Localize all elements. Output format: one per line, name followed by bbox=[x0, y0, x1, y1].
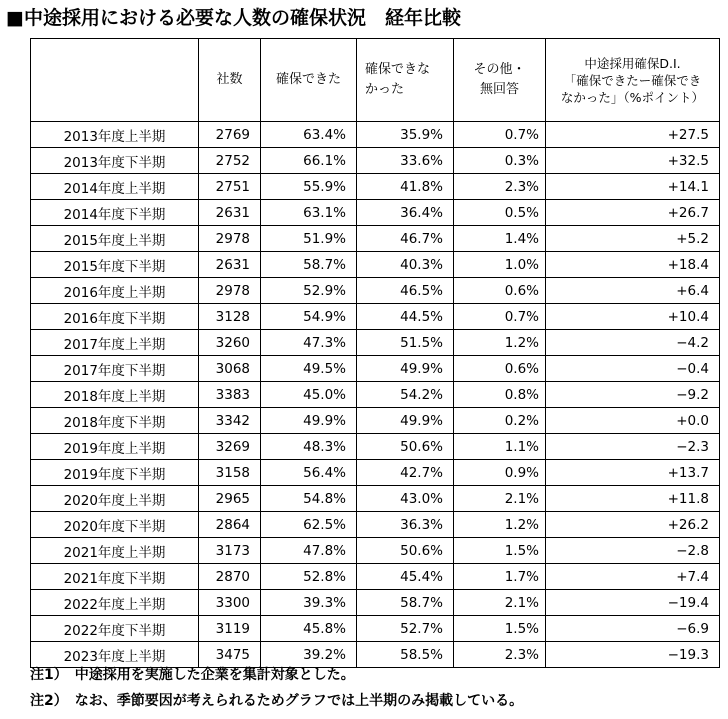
header-other-line1: その他・ bbox=[473, 62, 526, 77]
companies-cell: 2870 bbox=[199, 564, 261, 590]
period-cell: 2013年度下半期 bbox=[31, 148, 199, 174]
header-di-line1: 中途採用確保D.I. bbox=[584, 55, 681, 71]
period-cell: 2015年度下半期 bbox=[31, 252, 199, 278]
period-cell: 2022年度下半期 bbox=[31, 616, 199, 642]
header-di bbox=[546, 39, 720, 122]
not-secured-cell: 50.6% bbox=[357, 434, 454, 460]
secured-cell: 54.9% bbox=[261, 304, 357, 330]
secured-cell: 47.3% bbox=[261, 330, 357, 356]
companies-cell: 3269 bbox=[199, 434, 261, 460]
companies-cell: 2978 bbox=[199, 278, 261, 304]
table-row bbox=[31, 538, 720, 564]
companies-cell: 3128 bbox=[199, 304, 261, 330]
table-row bbox=[31, 200, 720, 226]
secured-cell: 63.1% bbox=[261, 200, 357, 226]
other-cell: 1.7% bbox=[454, 564, 546, 590]
companies-cell: 3119 bbox=[199, 616, 261, 642]
companies-cell: 2769 bbox=[199, 122, 261, 148]
companies-cell: 2864 bbox=[199, 512, 261, 538]
period-cell: 2018年度上半期 bbox=[31, 382, 199, 408]
header-di-line2: 「確保できたー確保でき bbox=[563, 72, 702, 88]
period-cell: 2017年度下半期 bbox=[31, 356, 199, 382]
di-cell: +26.7 bbox=[546, 200, 720, 226]
period-cell: 2013年度上半期 bbox=[31, 122, 199, 148]
other-cell: 0.6% bbox=[454, 356, 546, 382]
secured-cell: 45.8% bbox=[261, 616, 357, 642]
di-cell: −19.3 bbox=[546, 642, 720, 668]
companies-cell: 3383 bbox=[199, 382, 261, 408]
period-cell: 2020年度下半期 bbox=[31, 512, 199, 538]
companies-cell: 3475 bbox=[199, 642, 261, 668]
not-secured-cell: 52.7% bbox=[357, 616, 454, 642]
companies-cell: 3068 bbox=[199, 356, 261, 382]
companies-cell: 2752 bbox=[199, 148, 261, 174]
table-row bbox=[31, 174, 720, 200]
companies-cell: 3300 bbox=[199, 590, 261, 616]
other-cell: 0.9% bbox=[454, 460, 546, 486]
other-cell: 2.3% bbox=[454, 174, 546, 200]
companies-cell: 3260 bbox=[199, 330, 261, 356]
table-row bbox=[31, 616, 720, 642]
other-cell: 0.7% bbox=[454, 122, 546, 148]
not-secured-cell: 42.7% bbox=[357, 460, 454, 486]
table-row bbox=[31, 304, 720, 330]
period-cell: 2023年度上半期 bbox=[31, 642, 199, 668]
not-secured-cell: 40.3% bbox=[357, 252, 454, 278]
note-2: 注2） なお、季節要因が考えられるためグラフでは上半期のみ掲載している。 bbox=[30, 693, 524, 709]
table-row bbox=[31, 434, 720, 460]
period-cell: 2017年度上半期 bbox=[31, 330, 199, 356]
period-cell: 2021年度下半期 bbox=[31, 564, 199, 590]
secured-cell: 39.2% bbox=[261, 642, 357, 668]
table-header-row bbox=[31, 39, 720, 122]
not-secured-cell: 49.9% bbox=[357, 356, 454, 382]
di-cell: +11.8 bbox=[546, 486, 720, 512]
other-cell: 2.3% bbox=[454, 642, 546, 668]
header-companies: 社数 bbox=[199, 39, 261, 122]
di-cell: −6.9 bbox=[546, 616, 720, 642]
secured-cell: 49.5% bbox=[261, 356, 357, 382]
period-cell: 2014年度下半期 bbox=[31, 200, 199, 226]
table-row bbox=[31, 226, 720, 252]
secured-cell: 39.3% bbox=[261, 590, 357, 616]
di-cell: +27.5 bbox=[546, 122, 720, 148]
other-cell: 1.1% bbox=[454, 434, 546, 460]
header-not-secured bbox=[357, 39, 454, 122]
secured-cell: 63.4% bbox=[261, 122, 357, 148]
companies-cell: 2965 bbox=[199, 486, 261, 512]
di-cell: +6.4 bbox=[546, 278, 720, 304]
other-cell: 1.2% bbox=[454, 512, 546, 538]
not-secured-cell: 58.7% bbox=[357, 590, 454, 616]
secured-cell: 62.5% bbox=[261, 512, 357, 538]
table-row bbox=[31, 278, 720, 304]
di-cell: +0.0 bbox=[546, 408, 720, 434]
period-cell: 2018年度下半期 bbox=[31, 408, 199, 434]
header-di-line3: なかった」（%ポイント） bbox=[560, 89, 705, 105]
notes bbox=[30, 662, 523, 714]
table-row bbox=[31, 330, 720, 356]
secured-cell: 45.0% bbox=[261, 382, 357, 408]
header-other-line2: 無回答 bbox=[479, 82, 519, 97]
comparison-table bbox=[30, 38, 720, 668]
other-cell: 0.8% bbox=[454, 382, 546, 408]
not-secured-cell: 35.9% bbox=[357, 122, 454, 148]
period-cell: 2014年度上半期 bbox=[31, 174, 199, 200]
secured-cell: 52.9% bbox=[261, 278, 357, 304]
secured-cell: 51.9% bbox=[261, 226, 357, 252]
not-secured-cell: 46.5% bbox=[357, 278, 454, 304]
table-row bbox=[31, 408, 720, 434]
secured-cell: 47.8% bbox=[261, 538, 357, 564]
companies-cell: 3342 bbox=[199, 408, 261, 434]
di-cell: +13.7 bbox=[546, 460, 720, 486]
period-cell: 2020年度上半期 bbox=[31, 486, 199, 512]
other-cell: 0.2% bbox=[454, 408, 546, 434]
page-title: ■中途採用における必要な人数の確保状況 経年比較 bbox=[6, 7, 461, 29]
di-cell: +7.4 bbox=[546, 564, 720, 590]
table-row bbox=[31, 122, 720, 148]
other-cell: 1.5% bbox=[454, 538, 546, 564]
di-cell: +18.4 bbox=[546, 252, 720, 278]
header-not-secured-line2: かった bbox=[365, 82, 405, 97]
companies-cell: 3173 bbox=[199, 538, 261, 564]
table-row bbox=[31, 382, 720, 408]
di-cell: −4.2 bbox=[546, 330, 720, 356]
other-cell: 2.1% bbox=[454, 590, 546, 616]
not-secured-cell: 43.0% bbox=[357, 486, 454, 512]
period-cell: 2016年度下半期 bbox=[31, 304, 199, 330]
not-secured-cell: 45.4% bbox=[357, 564, 454, 590]
di-cell: −2.3 bbox=[546, 434, 720, 460]
secured-cell: 55.9% bbox=[261, 174, 357, 200]
table-row bbox=[31, 252, 720, 278]
not-secured-cell: 44.5% bbox=[357, 304, 454, 330]
di-cell: +14.1 bbox=[546, 174, 720, 200]
companies-cell: 3158 bbox=[199, 460, 261, 486]
secured-cell: 58.7% bbox=[261, 252, 357, 278]
header-secured: 確保できた bbox=[261, 39, 357, 122]
di-cell: −9.2 bbox=[546, 382, 720, 408]
table-row bbox=[31, 512, 720, 538]
not-secured-cell: 33.6% bbox=[357, 148, 454, 174]
other-cell: 0.6% bbox=[454, 278, 546, 304]
note-1: 注1） 中途採用を実施した企業を集計対象とした。 bbox=[30, 667, 355, 683]
not-secured-cell: 46.7% bbox=[357, 226, 454, 252]
not-secured-cell: 58.5% bbox=[357, 642, 454, 668]
header-other bbox=[454, 39, 546, 122]
other-cell: 1.0% bbox=[454, 252, 546, 278]
secured-cell: 56.4% bbox=[261, 460, 357, 486]
table-row bbox=[31, 564, 720, 590]
secured-cell: 52.8% bbox=[261, 564, 357, 590]
not-secured-cell: 36.3% bbox=[357, 512, 454, 538]
companies-cell: 2751 bbox=[199, 174, 261, 200]
not-secured-cell: 54.2% bbox=[357, 382, 454, 408]
di-cell: +10.4 bbox=[546, 304, 720, 330]
table-row bbox=[31, 356, 720, 382]
table-row bbox=[31, 148, 720, 174]
not-secured-cell: 50.6% bbox=[357, 538, 454, 564]
period-cell: 2021年度上半期 bbox=[31, 538, 199, 564]
di-cell: −2.8 bbox=[546, 538, 720, 564]
other-cell: 0.5% bbox=[454, 200, 546, 226]
secured-cell: 66.1% bbox=[261, 148, 357, 174]
period-cell: 2015年度上半期 bbox=[31, 226, 199, 252]
secured-cell: 49.9% bbox=[261, 408, 357, 434]
other-cell: 1.2% bbox=[454, 330, 546, 356]
di-cell: −19.4 bbox=[546, 590, 720, 616]
other-cell: 0.3% bbox=[454, 148, 546, 174]
secured-cell: 48.3% bbox=[261, 434, 357, 460]
not-secured-cell: 36.4% bbox=[357, 200, 454, 226]
period-cell: 2019年度下半期 bbox=[31, 460, 199, 486]
table-row bbox=[31, 590, 720, 616]
other-cell: 2.1% bbox=[454, 486, 546, 512]
companies-cell: 2978 bbox=[199, 226, 261, 252]
secured-cell: 54.8% bbox=[261, 486, 357, 512]
not-secured-cell: 51.5% bbox=[357, 330, 454, 356]
companies-cell: 2631 bbox=[199, 252, 261, 278]
other-cell: 0.7% bbox=[454, 304, 546, 330]
not-secured-cell: 41.8% bbox=[357, 174, 454, 200]
companies-cell: 2631 bbox=[199, 200, 261, 226]
di-cell: +32.5 bbox=[546, 148, 720, 174]
period-cell: 2016年度上半期 bbox=[31, 278, 199, 304]
di-cell: +26.2 bbox=[546, 512, 720, 538]
other-cell: 1.4% bbox=[454, 226, 546, 252]
table-row bbox=[31, 460, 720, 486]
table-body bbox=[31, 122, 720, 668]
di-cell: −0.4 bbox=[546, 356, 720, 382]
di-cell: +5.2 bbox=[546, 226, 720, 252]
header-not-secured-line1: 確保できな bbox=[365, 62, 431, 77]
period-cell: 2022年度上半期 bbox=[31, 590, 199, 616]
other-cell: 1.5% bbox=[454, 616, 546, 642]
header-period bbox=[31, 39, 199, 122]
period-cell: 2019年度上半期 bbox=[31, 434, 199, 460]
table-row bbox=[31, 486, 720, 512]
not-secured-cell: 49.9% bbox=[357, 408, 454, 434]
